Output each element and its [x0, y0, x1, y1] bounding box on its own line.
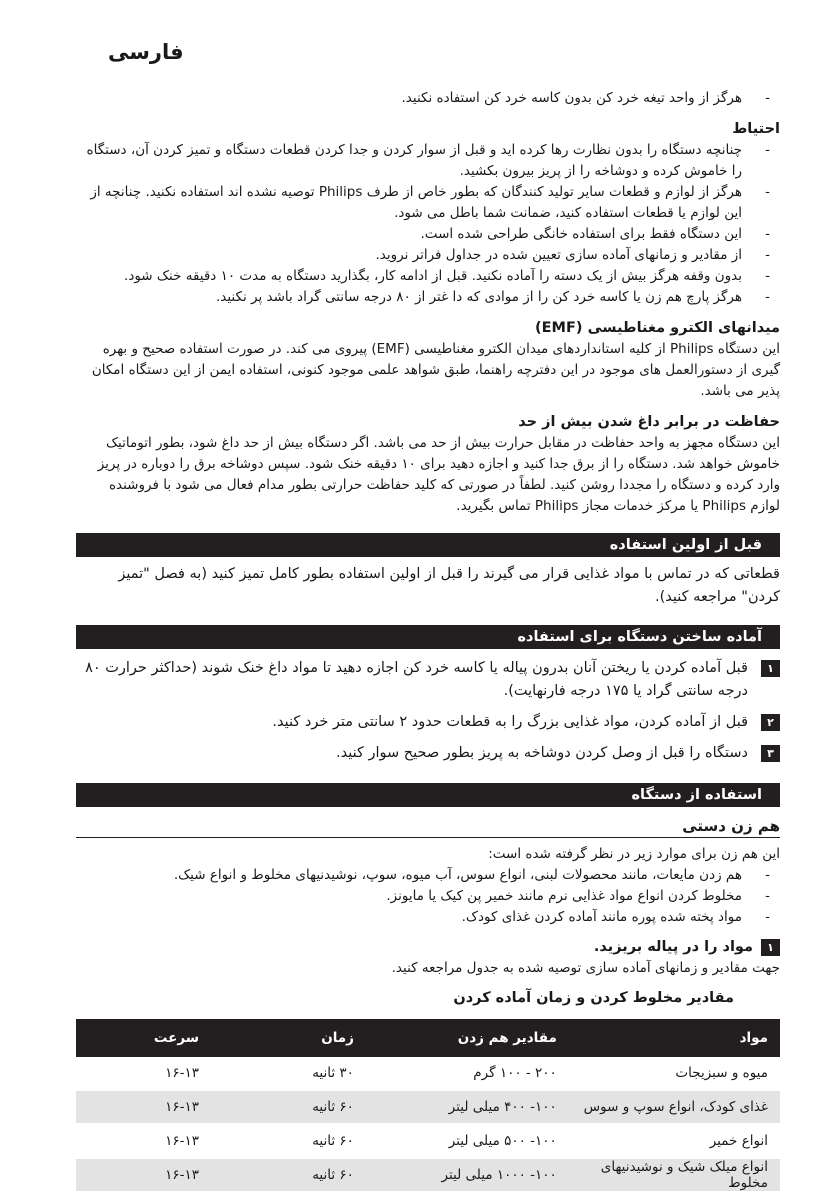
step-note: جهت مقادیر و زمانهای آماده سازی توصیه شده به جدول مراجعه کنید.: [391, 960, 780, 976]
step-number: ۱: [761, 939, 780, 956]
table-row: [76, 1057, 780, 1090]
table-cell: ۶۰ ثانیه: [259, 1124, 414, 1158]
table-cell: ۱۰۰- ۴۰۰ میلی لیتر: [414, 1090, 569, 1124]
table-cell: میوه و سبزیجات: [569, 1057, 780, 1090]
emf-heading: میدانهای الکترو مغناطیسی (EMF): [535, 320, 780, 336]
section-bar-using: استفاده از دستگاه: [76, 783, 780, 807]
list-item: - هرگز از لوازم و قطعات سایر تولید کنندگان که بطور خاص از طرف Philips توصیه نشده اند استفاده نکنید. چنانچه از این لوازم یا قطعات استفاده کنید، ضمانت شما باطل می شود.: [76, 182, 780, 224]
before-first-use-text: قطعاتی که در تماس با مواد غذایی قرار می گیرند را قبل از اولین استفاده بطور کامل تمیز کنید (به فصل "تمیز کردن" مراجعه کنید).: [118, 566, 780, 605]
list-item: - این دستگاه فقط برای استفاده خانگی طراحی شده است.: [76, 224, 780, 245]
table-cell: ۱۶-۱۳: [76, 1090, 259, 1124]
step-item: [76, 711, 780, 734]
table-cell: ۱۶-۱۳: [76, 1158, 259, 1192]
table-cell: انواع میلک شیک و نوشیدنیهای مخلوط: [569, 1158, 780, 1192]
using-list: [76, 865, 780, 928]
caution-list: [76, 140, 780, 308]
list-item: - هرگز از واحد تیغه خرد کن بدون کاسه خرد کن استفاده نکنید.: [76, 88, 780, 109]
mixing-table: [76, 1019, 780, 1193]
table-cell: ۶۰ ثانیه: [259, 1158, 414, 1192]
table-cell: ۳۰ ثانیه: [259, 1057, 414, 1090]
section-bar-before-first-use: قبل از اولین استفاده: [76, 533, 780, 557]
table-row: [76, 1158, 780, 1192]
column-header: مقادیر هم زدن: [414, 1019, 569, 1057]
emf-text: این دستگاه Philips از کلیه استانداردهای میدان الکترو مغناطیسی (EMF) پیروی می کند. در صورت استفاده صحیح و بهره گیری از دستورالعمل های موجود در این دفترچه راهنما، طبق شواهد علمی موجود کنونی، استفاده ایمن از این دستگاه امکان پذیر می باشد.: [91, 341, 780, 399]
column-header: مواد: [569, 1019, 780, 1057]
table-cell: غذای کودک، انواع سوپ و سوس: [569, 1090, 780, 1124]
step-text: مواد را در پیاله بریزید.: [593, 939, 753, 955]
list-item: - هم زدن مایعات، مانند محصولات لبنی، انواع سوس، آب میوه، سوپ، نوشیدنیهای مخلوط و انواع شیک.: [76, 865, 780, 886]
list-item: - هرگز پارچ هم زن یا کاسه خرد کن را از موادی که دا غتر از ۸۰ درجه سانتی گراد باشد پر نکنید.: [76, 287, 780, 308]
table-cell: ۱۶-۱۳: [76, 1057, 259, 1090]
intro-list: [76, 88, 780, 109]
list-item: - چنانچه دستگاه را بدون نظارت رها کرده اید و قبل از سوار کردن و جدا کردن قطعات دستگاه و تمیز کردن آن، دستگاه را خاموش کرده و دوشاخه را از پریز بیرون بکشید.: [76, 140, 780, 182]
table-header-row: [76, 1019, 780, 1057]
overheat-text: این دستگاه مجهز به واحد حفاظت در مقابل حرارت بیش از حد می باشد. اگر دستگاه بیش از حد داغ شود، بطور اتوماتیک خاموش خواهد شد. دستگاه را از برق جدا کنید و اجازه دهید برای ۱۰ دقیقه خنک شود. سپس دوشاخه برق را دوباره در پریز وارد کرده و دستگاه را مجددا روشن کنید. لطفاً در صورتی که کلید حفاظت حرارتی بطور مدام فعال می شود با فروشنده لوازم Philips یا مرکز خدمات مجاز Philips تماس بگیرید.: [97, 435, 780, 514]
step-text: قبل آماده کردن یا ریختن آنان بدرون پیاله یا کاسه خرد کن اجازه دهید تا مواد داغ خنک شوند (حداکثر حرارت ۸۰ درجه سانتی گراد یا ۱۷۵ درجه فارنهایت).: [85, 660, 748, 699]
section-bar-preparing: آماده ساختن دستگاه برای استفاده: [76, 625, 780, 649]
step-number: ۱: [761, 660, 780, 677]
list-item: - مخلوط کردن انواع مواد غذایی نرم مانند خمیر پن کیک یا مایونز.: [76, 886, 780, 907]
preparing-steps: [76, 657, 780, 765]
step-number: ۲: [761, 714, 780, 731]
step-text: قبل از آماده کردن، مواد غذایی بزرگ را به قطعات حدود ۲ سانتی متر خرد کنید.: [272, 714, 748, 730]
list-item: - بدون وقفه هرگز بیش از یک دسته را آماده نکنید. قبل از ادامه کار، بگذارید دستگاه به مدت ۱۰ دقیقه خنک شود.: [76, 266, 780, 287]
overheat-heading: حفاظت در برابر داغ شدن بیش از حد: [518, 414, 780, 430]
table-cell: انواع خمیر: [569, 1124, 780, 1158]
list-item: - از مقادیر و زمانهای آماده سازی تعیین شده در جداول فراتر نروید.: [76, 245, 780, 266]
table-row: [76, 1090, 780, 1124]
step-item: [76, 657, 780, 703]
table-heading: مقادیر مخلوط کردن و زمان آماده کردن: [453, 990, 734, 1006]
using-intro: این هم زن برای موارد زیر در نظر گرفته شده است:: [488, 846, 780, 862]
table-cell: ۱۰۰- ۵۰۰ میلی لیتر: [414, 1124, 569, 1158]
table-cell: ۲۰۰ - ۱۰۰ گرم: [414, 1057, 569, 1090]
list-item: - مواد پخته شده پوره مانند آماده کردن غذای کودک.: [76, 907, 780, 928]
step-number: ۳: [761, 745, 780, 762]
table-cell: ۱۶-۱۳: [76, 1124, 259, 1158]
caution-heading: احتیاط: [732, 121, 780, 137]
hand-blender-heading: هم زن دستی: [682, 817, 780, 835]
table-cell: ۶۰ ثانیه: [259, 1090, 414, 1124]
column-header: سرعت: [76, 1019, 259, 1057]
step-text: دستگاه را قبل از وصل کردن دوشاخه به پریز بطور صحیح سوار کنید.: [336, 745, 748, 761]
step-item: [76, 936, 780, 958]
column-header: زمان: [259, 1019, 414, 1057]
language-title: فارسی: [108, 40, 184, 64]
manual-content: [76, 88, 780, 1193]
table-row: [76, 1124, 780, 1158]
table-cell: ۱۰۰- ۱۰۰۰ میلی لیتر: [414, 1158, 569, 1192]
step-item: [76, 742, 780, 765]
